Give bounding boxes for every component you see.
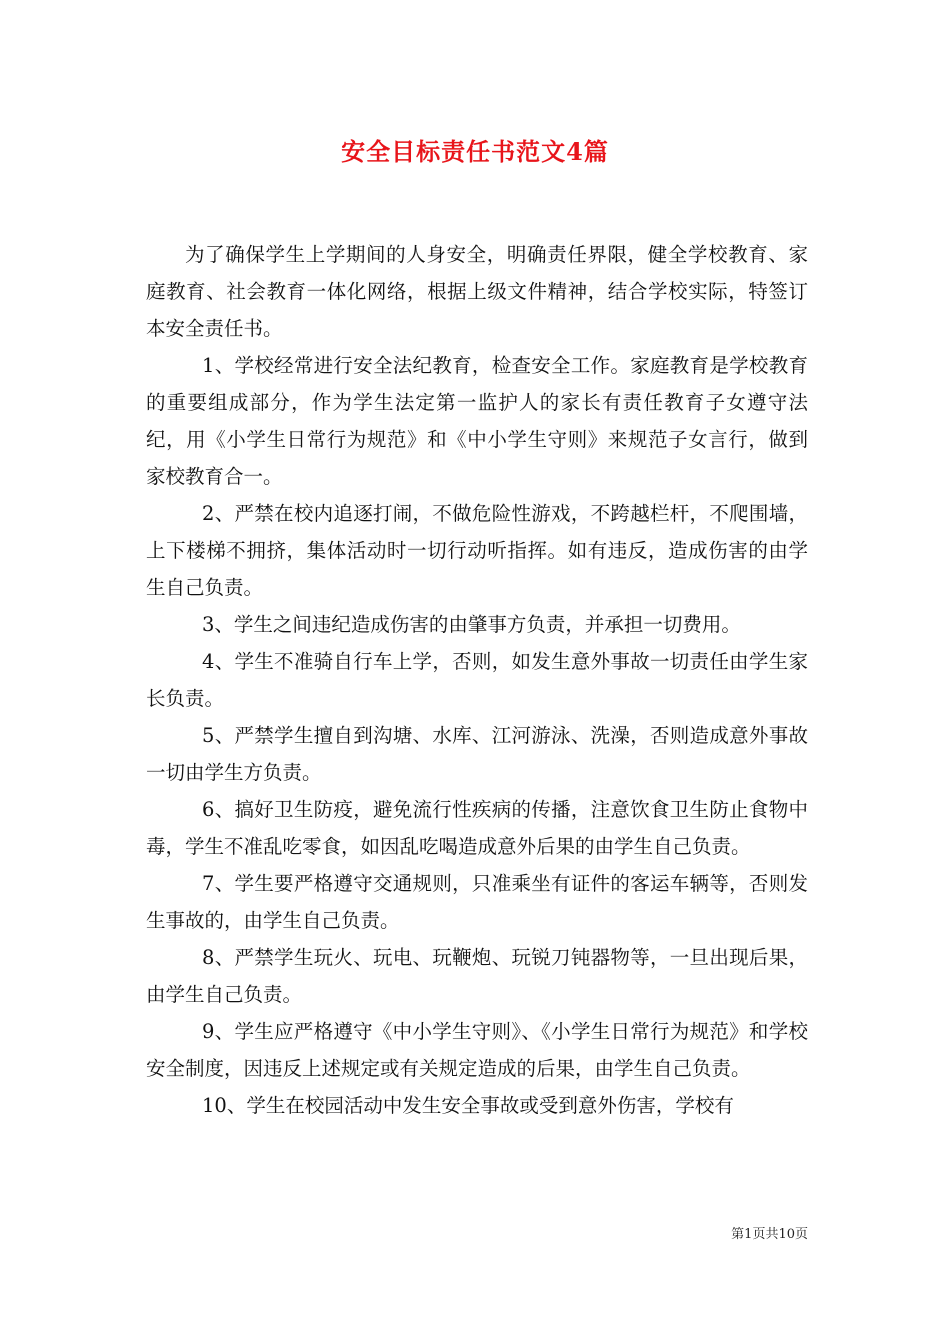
item-paragraph-8: 8、严禁学生玩火、玩电、玩鞭炮、玩锐刀钝器物等，一旦出现后果，由学生自己负责。 bbox=[146, 946, 808, 1006]
item-paragraph-2: 2、严禁在校内追逐打闹，不做危险性游戏，不跨越栏杆，不爬围墙，上下楼梯不拥挤，集体活动时一切行动听指挥。如有违反，造成伤害的由学生自己负责。 bbox=[146, 502, 808, 599]
item-paragraph-4: 4、学生不准骑自行车上学，否则，如发生意外事故一切责任由学生家长负责。 bbox=[146, 650, 808, 710]
document-title: 安全目标责任书范文4篇 bbox=[341, 137, 609, 166]
intro-paragraph: 为了确保学生上学期间的人身安全，明确责任界限，健全学校教育、家庭教育、社会教育一体化网络，根据上级文件精神，结合学校实际，特签订本安全责任书。 bbox=[146, 243, 808, 340]
document-body bbox=[146, 236, 808, 1124]
item-paragraph-6: 6、搞好卫生防疫，避免流行性疾病的传播，注意饮食卫生防止食物中毒，学生不准乱吃零食，如因乱吃喝造成意外后果的由学生自己负责。 bbox=[146, 798, 808, 858]
item-paragraph-9: 9、学生应严格遵守《中小学生守则》、《小学生日常行为规范》和学校安全制度，因违反上述规定或有关规定造成的后果，由学生自己负责。 bbox=[146, 1020, 808, 1080]
item-paragraph-7: 7、学生要严格遵守交通规则，只准乘坐有证件的客运车辆等，否则发生事故的，由学生自己负责。 bbox=[146, 872, 808, 932]
page-number-footer: 第1页共10页 bbox=[731, 1227, 808, 1242]
item-paragraph-3: 3、学生之间违纪造成伤害的由肇事方负责，并承担一切费用。 bbox=[202, 613, 741, 636]
item-paragraph-1: 1、学校经常进行安全法纪教育，检查安全工作。家庭教育是学校教育的重要组成部分，作为学生法定第一监护人的家长有责任教育子女遵守法纪，用《小学生日常行为规范》和《中小学生守则》来规范子女言行，做到家校教育合一。 bbox=[146, 354, 808, 488]
item-paragraph-5: 5、严禁学生擅自到沟塘、水库、江河游泳、洗澡，否则造成意外事故一切由学生方负责。 bbox=[146, 724, 808, 784]
item-paragraph-10: 10、学生在校园活动中发生安全事故或受到意外伤害，学校有 bbox=[202, 1094, 734, 1117]
